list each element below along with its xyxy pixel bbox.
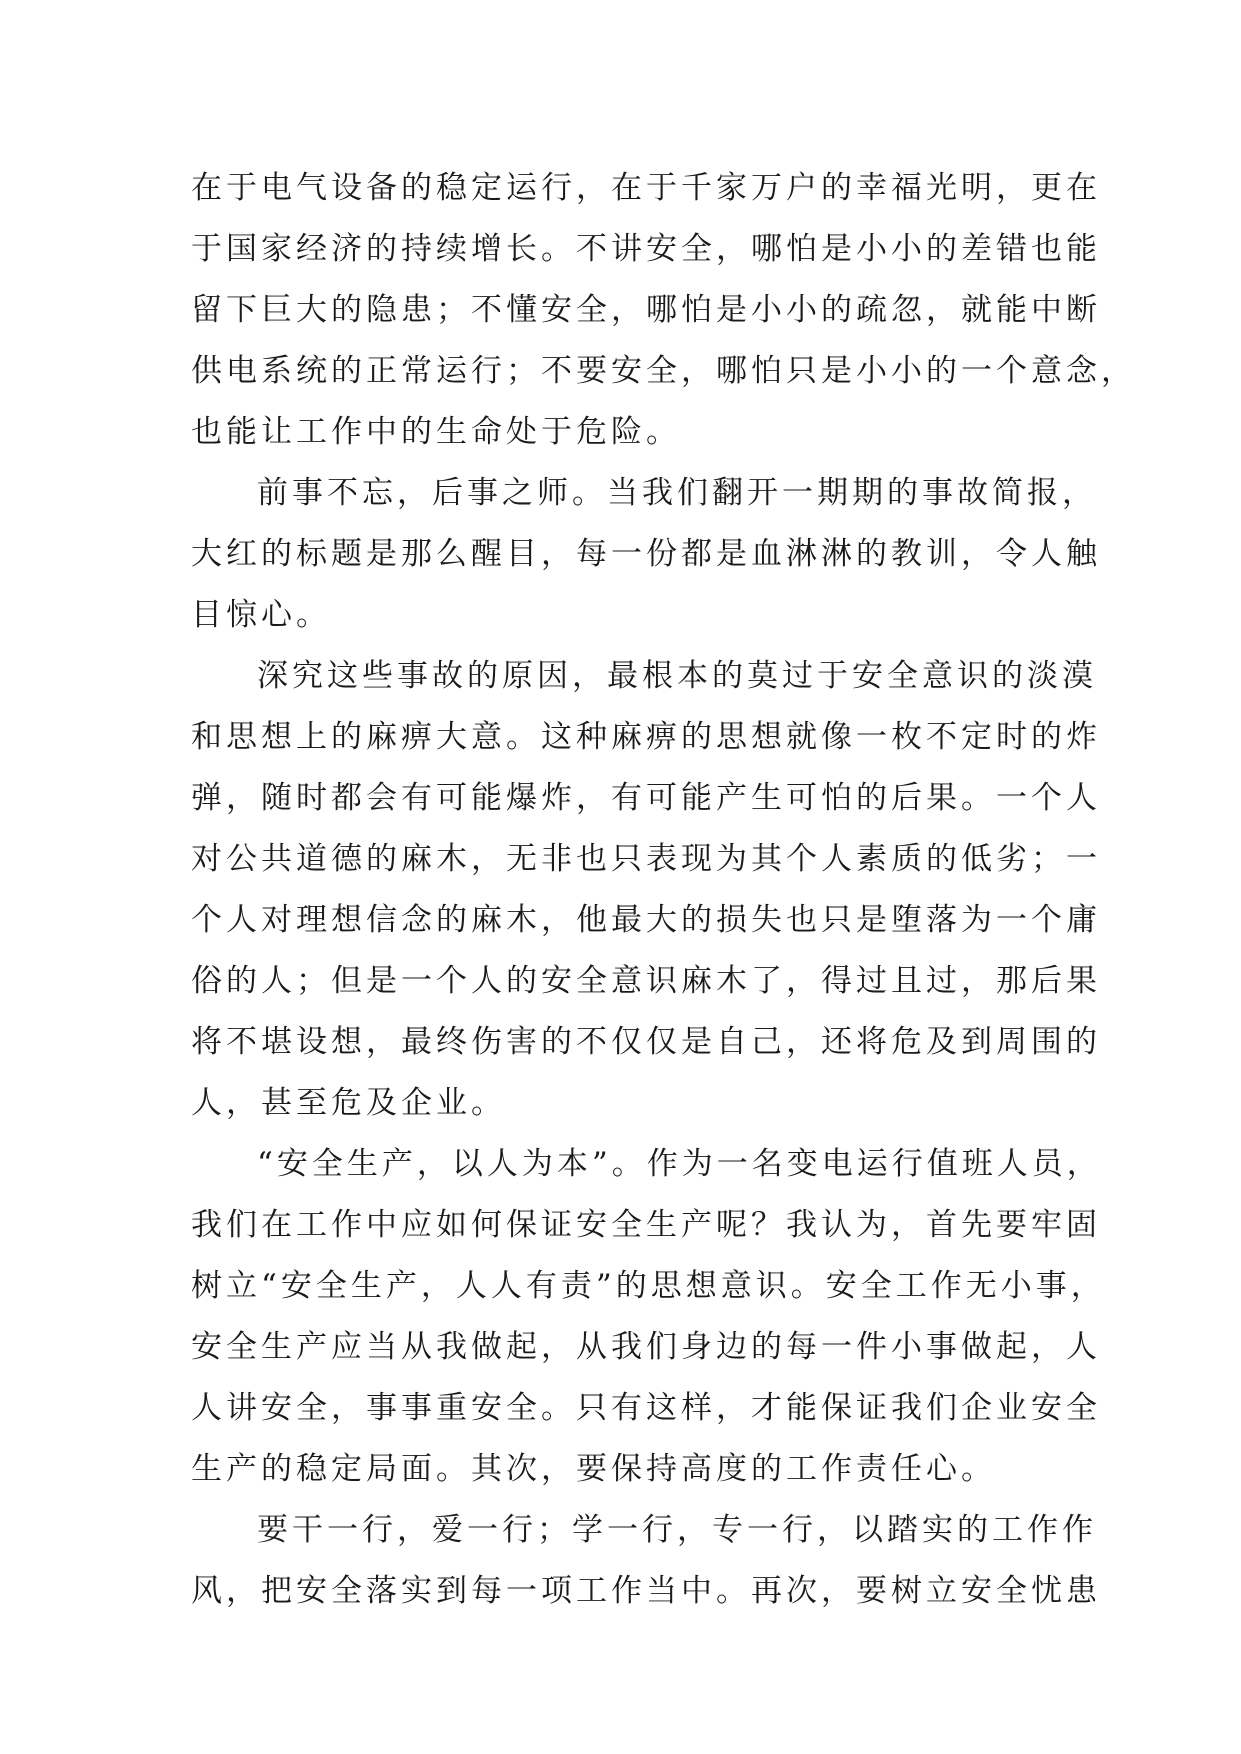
text-line: 供电系统的正常运行；不要安全，哪怕只是小小的一个意念， [191,353,1136,389]
text-line: 生产的稳定局面。其次，要保持高度的工作责任心。 [191,1451,996,1487]
text-line: 安全生产应当从我做起，从我们身边的每一件小事做起，人 [191,1329,1101,1365]
text-line: 在于电气设备的稳定运行，在于千家万户的幸福光明，更在 [191,170,1101,206]
body-text [191,158,1136,1622]
text-line: 我们在工作中应如何保证安全生产呢？我认为，首先要牢固 [191,1207,1101,1243]
text-line: 目惊心。 [191,597,331,633]
text-line: 弹，随时都会有可能爆炸，有可能产生可怕的后果。一个人 [191,780,1101,816]
paragraph-first-line: 要干一行，爱一行；学一行，专一行，以踏实的工作作 [257,1512,1097,1548]
paragraph-first-line: “安全生产，以人为本”。作为一名变电运行值班人员， [257,1146,1102,1182]
text-line: 留下巨大的隐患；不懂安全，哪怕是小小的疏忽，就能中断 [191,292,1101,328]
text-line: 将不堪设想，最终伤害的不仅仅是自己，还将危及到周围的 [191,1024,1101,1060]
text-line: 大红的标题是那么醒目，每一份都是血淋淋的教训，令人触 [191,536,1101,572]
paragraph-first-line: 深究这些事故的原因，最根本的莫过于安全意识的淡漠 [257,658,1097,694]
text-line: 也能让工作中的生命处于危险。 [191,414,681,450]
text-line: 对公共道德的麻木，无非也只表现为其个人素质的低劣；一 [191,841,1101,877]
text-line: 俗的人；但是一个人的安全意识麻木了，得过且过，那后果 [191,963,1101,999]
text-line: 和思想上的麻痹大意。这种麻痹的思想就像一枚不定时的炸 [191,719,1101,755]
text-line: 于国家经济的持续增长。不讲安全，哪怕是小小的差错也能 [191,231,1101,267]
text-line: 风，把安全落实到每一项工作当中。再次，要树立安全忧患 [191,1573,1101,1609]
paragraph-first-line: 前事不忘，后事之师。当我们翻开一期期的事故简报， [257,475,1097,511]
text-line: 树立“安全生产，人人有责”的思想意识。安全工作无小事， [191,1268,1106,1304]
text-line: 个人对理想信念的麻木，他最大的损失也只是堕落为一个庸 [191,902,1101,938]
text-line: 人，甚至危及企业。 [191,1085,506,1121]
text-line: 人讲安全，事事重安全。只有这样，才能保证我们企业安全 [191,1390,1101,1426]
